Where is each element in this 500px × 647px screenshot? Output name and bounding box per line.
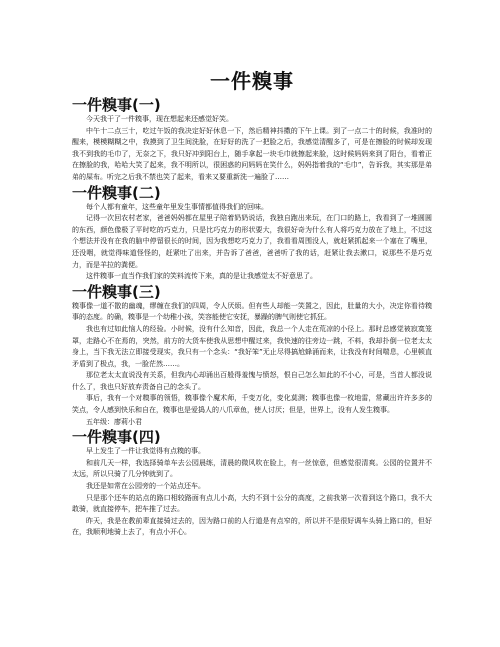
paragraph: 我还是如常在公园旁的一个站点还车。: [86, 482, 205, 491]
section-heading: 一件糗事(三): [72, 282, 161, 301]
paragraph: 五年级：廖莉小君: [86, 417, 142, 426]
paragraph: 我也有过如此恼人的经验。小时候，没有什么知音，因此，我总一个人走在荒凉的小径上。那时总感觉被寂寞笼罩，走路心不在焉的，突然，前方的大货车使我从思想中醒过来，我快速的往旁边一跳，不料，我却扑倒一位老太太身上，当下我无法立即接受现实，我只有一个念头：“我好笨”无止尽得搞尬蜂涌而来，让我没有时间喘息，心里顿直矛盾到了极点，我，一脸茫然……。: [72, 324, 432, 368]
section-heading: 一件糗事(一): [72, 96, 161, 114]
paragraph: 只是那个还车的站点的路口相较路面有点儿小高，大约不到十公分的高度，之前我第一次看到这个路口，我不大敢骑，就直接停车，把车推了过去。: [72, 493, 432, 514]
paragraph: 糗事像一道不散的幽魂，缪缠在我们的四周，令人厌烦。但有些人却能一笑置之，因此，肚量的大小，决定你看待糗事的态度。的确，糗事是一个幼稚小孩，笑容能使它安抚，暴躁的脾气则使它抓狂。: [72, 301, 432, 322]
paragraph: 昨天，我是在教前辈直接骑过去的，因为路口前的人行道是有点窄的，所以并不是很好调车头骑上路口的，但好在，我顺利地骑上去了，有点小开心。: [72, 516, 432, 537]
section-heading: 一件糗事(四): [72, 428, 161, 447]
paragraph: 每个人都有童年，这些童年里发生事情都值得我们的回味。: [86, 202, 268, 211]
paragraph: 今天我干了一件糗事，现在想起来还感觉好笑。: [86, 115, 233, 123]
paragraph: 和前几天一样，我选择骑单车去公园晨练，清晨的微风吹在脸上，有一丝惊意，但感觉很清爽。公园的位置并不太远，所以只骑了几分钟就到了。: [72, 458, 432, 479]
paragraph: 那位老太太直说没有关系，但我内心却涌出百般得羞愧与愤怒，恨自己怎么如此的不小心，可是，当首人都没说什么了，我也只好放弃责备自己的念头了。: [72, 371, 432, 391]
paragraph: 早上发生了一件让我觉得有点糗的事。: [86, 447, 205, 456]
paragraph: 记得一次回农村老家，爸爸妈妈都在屋里子陪着奶奶说话，我独自跑出来玩，在门口的路上，我看到了一堆圆圆的东西，颜色像极了平时吃的巧克力，只是比巧克力的形状要大，我很好奇为什么有人将巧克力放在了地上，不过这个想法并没有在我的脑中停留很长的时间，因为我想吃巧克力了，我看看周围没人，就赶紧抓起来一个塞在了嘴里，还没咽，就觉得味道怪怪的，赶紧吐了出来，并告诉了爸爸，爸爸听了我的话，赶紧让我去漱口，说那些不是巧克力，而是羊拉的粪便。: [72, 214, 432, 269]
section-heading: 一件糗事(二): [72, 183, 161, 202]
paragraph: 这件糗事一直当作我们家的笑料流传下来，真的是让我感觉太不好意思了。: [86, 272, 317, 281]
paragraph: 事后，我有一个对糗事的领悟，糗事像个魔术师，千变万化，变化莫测；糗事也像一枚地雷，常藏出许许多多的笑点，令人感到快乐和自在，糗事也是爱捣人的八爪章鱼，使人讨厌；但是，世界上，没有人发生糗事。: [72, 394, 432, 415]
document-page: [72, 68, 432, 539]
paragraph: 中午十二点三十，吃过午饭的我决定好好休息一下，然后精神抖擞的下午上课。到了一点二十的时候，我准时的醒来，模模糊糊之中，我摸到了卫生间洗脸，在好好的洗了一把脸之后，我感觉清醒多了，可是在擦脸的时候却发现我不到我的毛巾了，无奈之下，我只好冲到阳台上，随手拿起一块毛巾就擦起来脸，这时候妈妈来到了阳台，看着正在擦脸的我，哈哈大笑了起来，我不明所以，很困惑的问妈妈在笑什么，妈妈指着我的“毛巾”，告诉我，其实那是弟弟的屎布。听完之后我不禁也笑了起来，看来又要重新洗一遍脸了……: [72, 126, 432, 181]
document-title: 一件糗事: [210, 69, 294, 93]
